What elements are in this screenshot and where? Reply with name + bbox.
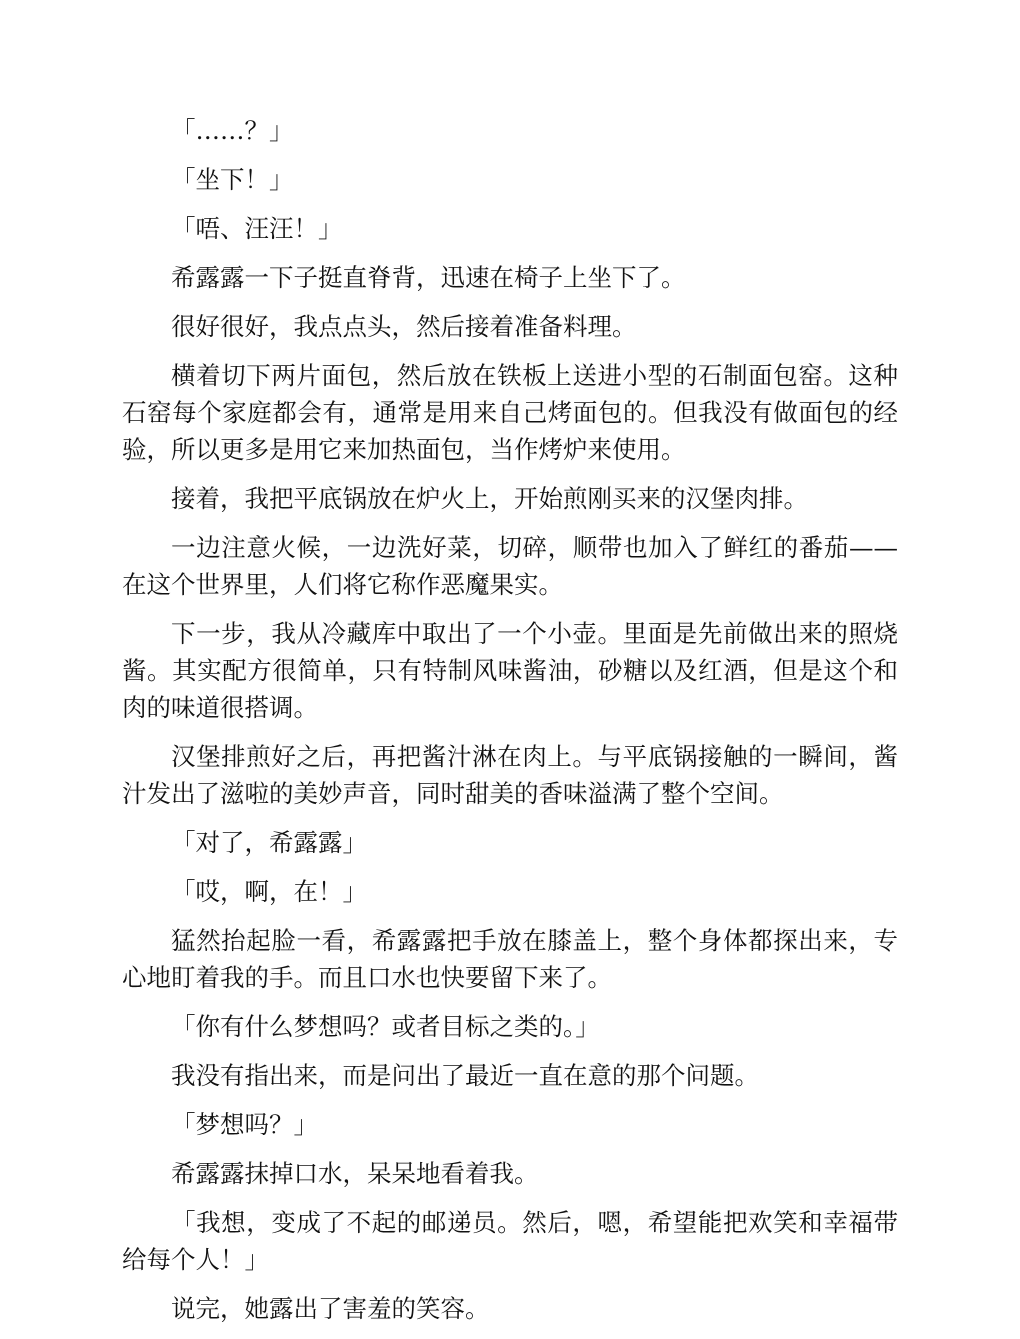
- paragraph: 猛然抬起脸一看，希露露把手放在膝盖上，整个身体都探出来，专心地盯着我的手。而且口水也快要留下来了。: [122, 926, 898, 992]
- paragraph: 「哎，啊，在！」: [171, 877, 367, 906]
- paragraph: 汉堡排煎好之后，再把酱汁淋在肉上。与平底锅接触的一瞬间，酱汁发出了滋啦的美妙声音，同时甜美的香味溢满了整个空间。: [122, 742, 898, 808]
- paragraph: 横着切下两片面包，然后放在铁板上送进小型的石制面包窑。这种石窑每个家庭都会有，通常是用来自己烤面包的。但我没有做面包的经验，所以更多是用它来加热面包，当作烤炉来使用。: [122, 361, 898, 464]
- paragraph: 「你有什么梦想吗？或者目标之类的。」: [171, 1012, 600, 1041]
- paragraph: 说完，她露出了害羞的笑容。: [171, 1294, 490, 1323]
- paragraph: 「唔、汪汪！」: [171, 214, 343, 243]
- paragraph: 希露露一下子挺直脊背，迅速在椅子上坐下了。: [171, 263, 686, 292]
- paragraph: 接着，我把平底锅放在炉火上，开始煎刚买来的汉堡肉排。: [171, 484, 808, 513]
- paragraph: 希露露抹掉口水，呆呆地看着我。: [171, 1159, 539, 1188]
- paragraph: 很好很好，我点点头，然后接着准备料理。: [171, 312, 637, 341]
- paragraph: 「对了，希露露」: [171, 828, 367, 857]
- text-body: [122, 112, 898, 1339]
- paragraph: 「我想，变成了不起的邮递员。然后，嗯，希望能把欢笑和幸福带给每个人！」: [122, 1208, 898, 1274]
- paragraph: 「梦想吗？」: [171, 1110, 318, 1139]
- paragraph: 我没有指出来，而是问出了最近一直在意的那个问题。: [171, 1061, 759, 1090]
- paragraph: 一边注意火候，一边洗好菜，切碎，顺带也加入了鲜红的番茄——在这个世界里，人们将它称作恶魔果实。: [122, 533, 898, 599]
- paragraph: 下一步，我从冷藏库中取出了一个小壶。里面是先前做出来的照烧酱。其实配方很简单，只有特制风味酱油，砂糖以及红酒，但是这个和肉的味道很搭调。: [122, 619, 898, 722]
- paragraph: 「……？」: [171, 116, 294, 145]
- paragraph: 「坐下！」: [171, 165, 294, 194]
